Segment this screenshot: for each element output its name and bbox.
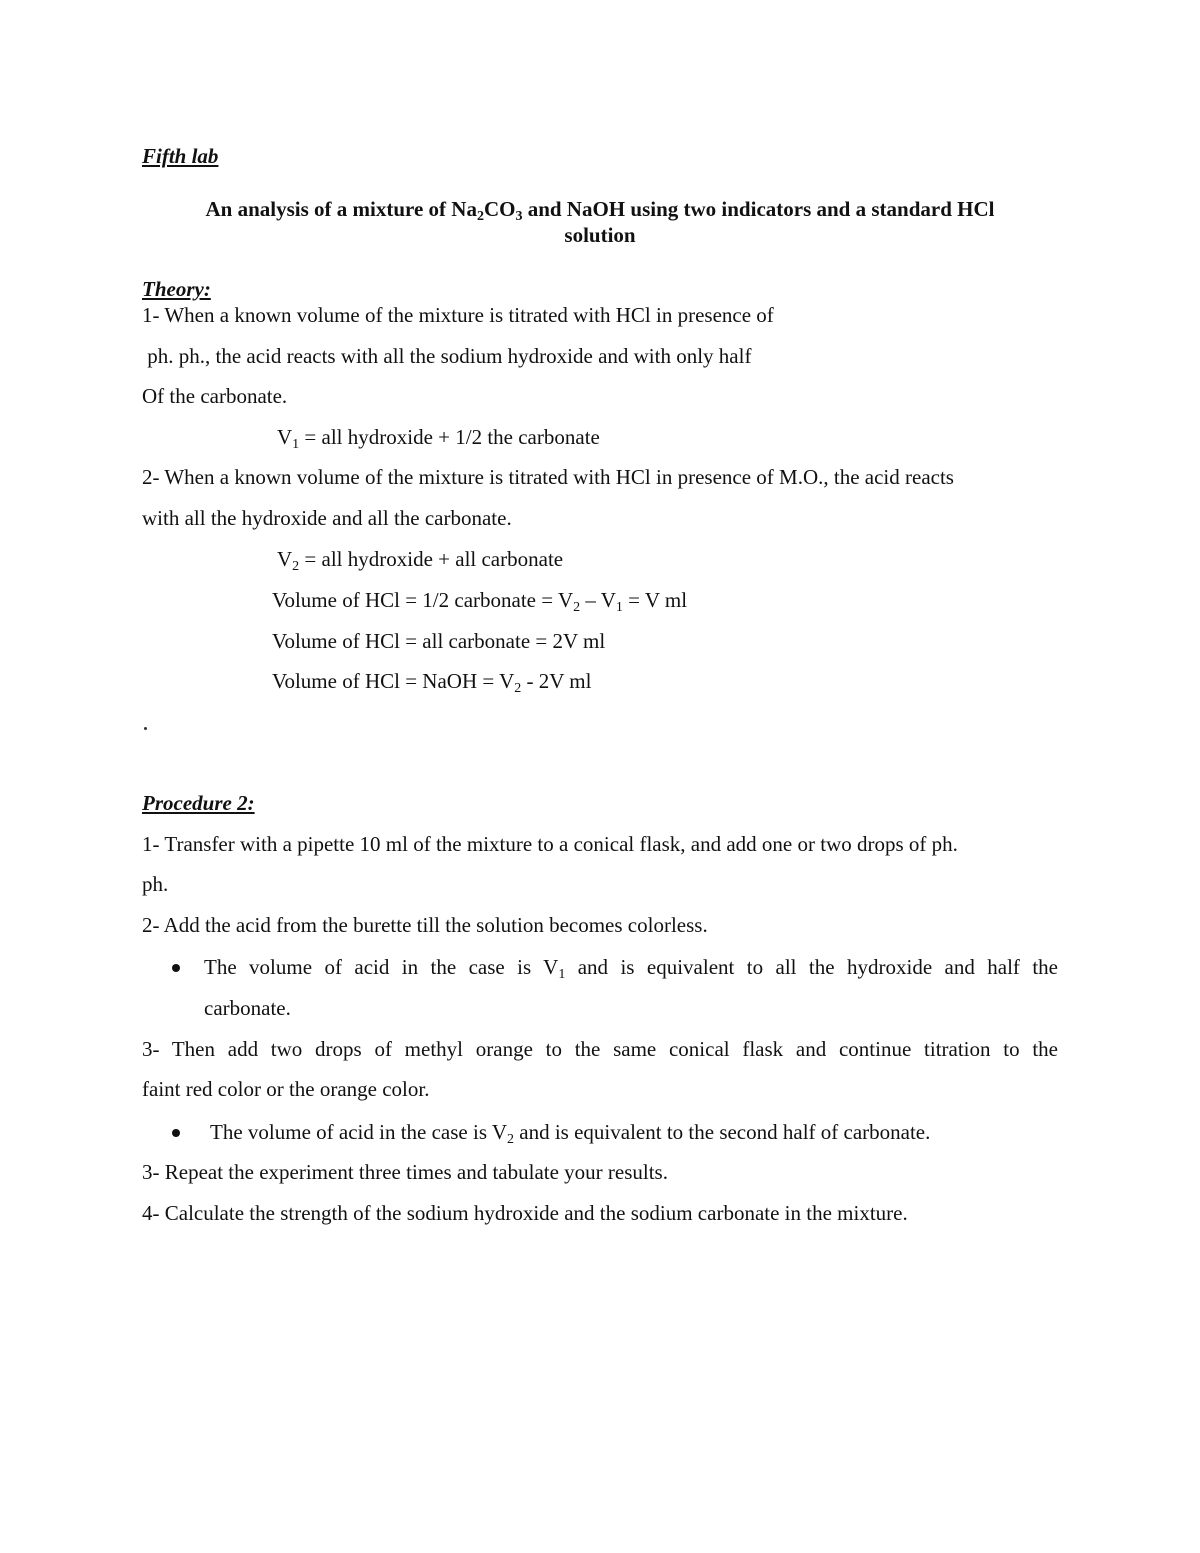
equation-v1 <box>277 424 600 450</box>
eq3-sub-b: 1 <box>615 600 623 615</box>
document-title <box>100 196 1100 222</box>
title-sub2: 3 <box>515 209 523 224</box>
bullet1-line1 <box>204 954 1058 980</box>
equation-naoh <box>272 668 591 694</box>
eq1-rest: = all hydroxide + 1/2 the carbonate <box>299 425 600 449</box>
procedure-step5: 4- Calculate the strength of the sodium hydroxide and the sodium carbonate in the mixture. <box>142 1201 908 1225</box>
bullet1-sub: 1 <box>558 967 566 982</box>
eq5-sub-a: 2 <box>514 681 522 696</box>
theory-line4: 2- When a known volume of the mixture is titrated with HCl in presence of M.O., the acid reacts <box>142 465 954 489</box>
title-sub1: 2 <box>476 209 484 224</box>
procedure-step2: 2- Add the acid from the burette till the solution becomes colorless. <box>142 913 708 937</box>
document-title-line2: solution <box>564 223 636 247</box>
eq2-v: V <box>277 547 293 571</box>
stray-dot <box>144 727 147 730</box>
bullet-icon <box>172 964 180 972</box>
procedure-heading: Procedure 2: <box>142 791 255 815</box>
title-part3: and NaOH using two indicators and a standard HCl <box>522 197 995 221</box>
bullet2-sub: 2 <box>507 1132 515 1147</box>
eq3-b: – V <box>580 588 616 612</box>
procedure-step1-line2: ph. <box>142 872 169 896</box>
eq1-v: V <box>277 425 293 449</box>
theory-line2: ph. ph., the acid reacts with all the sodium hydroxide and with only half <box>142 344 752 368</box>
procedure-step3-line2: faint red color or the orange color. <box>142 1077 430 1101</box>
theory-line5: with all the hydroxide and all the carbonate. <box>142 506 512 530</box>
equation-v2 <box>277 546 563 572</box>
bullet-icon <box>172 1129 180 1137</box>
eq5-b: - 2V ml <box>521 669 592 693</box>
eq3-a: Volume of HCl = 1/2 carbonate = V <box>272 588 574 612</box>
eq5-a: Volume of HCl = NaOH = V <box>272 669 515 693</box>
equation-half-carbonate <box>272 587 687 613</box>
bullet2-b: and is equivalent to the second half of carbonate. <box>514 1120 931 1144</box>
title-part1: An analysis of a mixture of Na <box>205 197 477 221</box>
procedure-step4: 3- Repeat the experiment three times and tabulate your results. <box>142 1160 668 1184</box>
theory-line3: Of the carbonate. <box>142 384 288 408</box>
theory-line1: 1- When a known volume of the mixture is titrated with HCl in presence of <box>142 303 774 327</box>
bullet2-a: The volume of acid in the case is V <box>210 1120 508 1144</box>
eq3-sub-a: 2 <box>573 600 581 615</box>
procedure-step1-line1: 1- Transfer with a pipette 10 ml of the mixture to a conical flask, and add one or two drops of ph. <box>142 832 958 856</box>
eq2-sub: 2 <box>292 559 300 574</box>
equation-all-carbonate: Volume of HCl = all carbonate = 2V ml <box>272 629 606 653</box>
bullet2-line <box>210 1119 930 1145</box>
eq3-c: = V ml <box>622 588 688 612</box>
eq1-sub: 1 <box>292 437 300 452</box>
bullet1-line2: carbonate. <box>204 996 291 1020</box>
eq2-rest: = all hydroxide + all carbonate <box>299 547 564 571</box>
title-part2: CO <box>483 197 516 221</box>
procedure-step3-line1: 3- Then add two drops of methyl orange to the same conical flask and continue titration to the <box>142 1037 1058 1061</box>
theory-heading: Theory: <box>142 277 211 301</box>
lab-title: Fifth lab <box>142 144 219 168</box>
bullet1-a: The volume of acid in the case is V <box>204 955 559 979</box>
bullet1-b: and is equivalent to all the hydroxide and half the <box>565 955 1058 979</box>
